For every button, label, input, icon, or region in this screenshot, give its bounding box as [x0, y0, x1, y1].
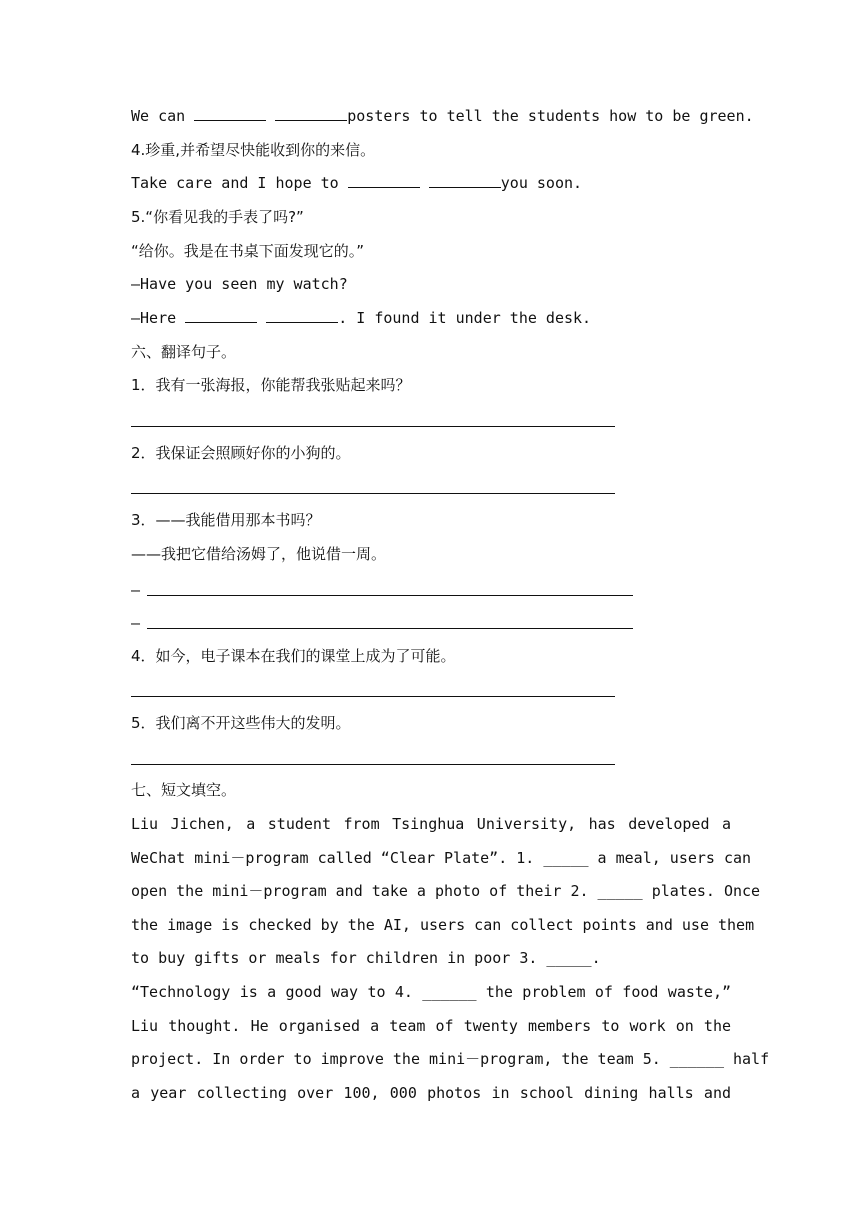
sec6-item-3a: 3．——我能借用那本书吗？ — [131, 511, 321, 529]
passage-line: a year collecting over 100, 000 photos in school dining halls and — [131, 1084, 731, 1102]
fill-blank[interactable] — [194, 106, 266, 121]
passage-line: the image is checked by the AI, users can collect points and use them — [131, 916, 755, 934]
passage-line: to buy gifts or meals for children in poor 3. _____. — [131, 949, 601, 967]
answer-line[interactable] — [147, 595, 633, 596]
passage-line: “Technology is a good way to 4. ______ the problem of food waste,” — [131, 983, 731, 1001]
sec6-item-3b: ——我把它借给汤姆了，他说借一周。 — [131, 545, 387, 563]
sec6-item-5: 5．我们离不开这些伟大的发明。 — [131, 714, 351, 732]
q4-english-line: Take care and I hope to you soon. — [131, 174, 583, 192]
q4-chinese-line: 4.珍重,并希望尽快能收到你的来信。 — [131, 141, 376, 159]
section-6-title: 六、翻译句子。 — [131, 343, 237, 361]
sec6-item-2: 2．我保证会照顾好你的小狗的。 — [131, 444, 351, 462]
fill-blank[interactable] — [185, 308, 257, 323]
sec6-item-1: 1．我有一张海报，你能帮我张贴起来吗？ — [131, 376, 411, 394]
answer-line[interactable] — [131, 764, 615, 765]
q5-english-line-2: —Here . I found it under the desk. — [131, 309, 592, 327]
passage-line: open the mini－program and take a photo of their 2. _____ plates. Once — [131, 882, 761, 900]
answer-line[interactable] — [131, 696, 615, 697]
fill-blank[interactable] — [348, 173, 420, 188]
answer-line[interactable] — [131, 426, 615, 427]
passage-line: project. In order to improve the mini－program, the team 5. ______ half — [131, 1050, 770, 1068]
passage-line: WeChat mini－program called “Clear Plate”. 1. _____ a meal, users can — [131, 849, 752, 867]
fill-blank[interactable] — [429, 173, 501, 188]
dialogue-dash: — — [131, 614, 141, 632]
dialogue-dash: — — [131, 581, 141, 599]
fill-blank[interactable] — [266, 308, 338, 323]
section-7-title: 七、短文填空。 — [131, 781, 237, 799]
passage-line: Liu thought. He organised a team of twenty members to work on the — [131, 1017, 731, 1035]
q5-chinese-line-1: 5.“你看见我的手表了吗?” — [131, 208, 304, 226]
passage-line: Liu Jichen, a student from Tsinghua University, has developed a — [131, 815, 731, 833]
q5-chinese-line-2: “给你。我是在书桌下面发现它的。” — [131, 242, 365, 260]
q5-english-line-1: —Have you seen my watch? — [131, 275, 348, 293]
answer-line[interactable] — [131, 493, 615, 494]
fill-blank[interactable] — [275, 106, 347, 121]
q3-english-line: We can posters to tell the students how to be green. — [131, 107, 754, 125]
sec6-item-4: 4．如今，电子课本在我们的课堂上成为了可能。 — [131, 647, 456, 665]
answer-line[interactable] — [147, 628, 633, 629]
